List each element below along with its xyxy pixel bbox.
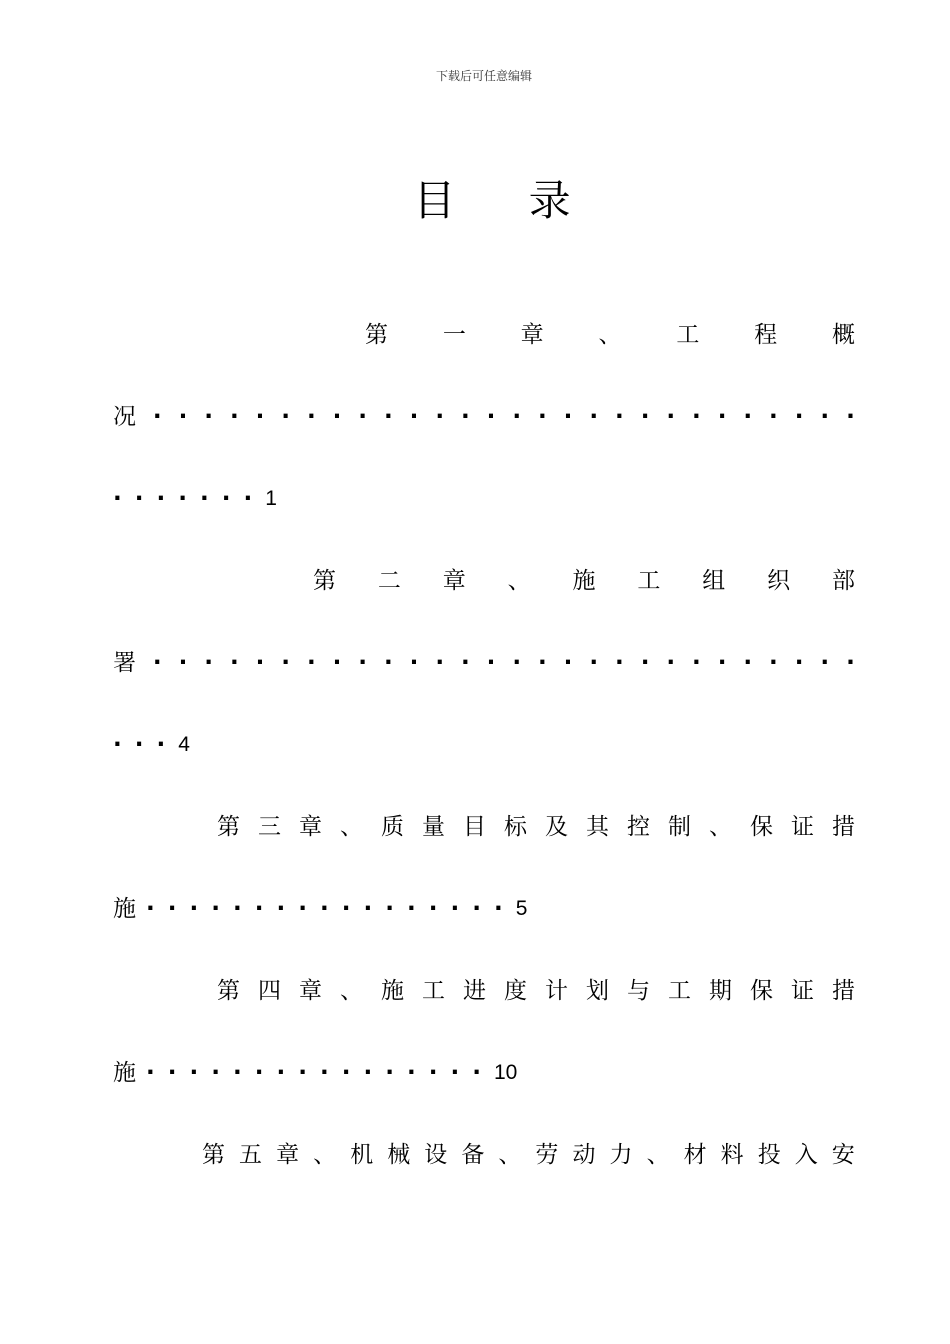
heading-char: 章 xyxy=(520,322,544,348)
heading-char: 动 xyxy=(572,1142,596,1168)
heading-char: 第 xyxy=(313,568,336,594)
leader-dot: · xyxy=(146,1060,155,1086)
leader-dot: · xyxy=(211,896,220,922)
leader-dot: · xyxy=(820,404,830,430)
heading-char: 、 xyxy=(646,1142,670,1168)
leader-dot: · xyxy=(383,650,393,676)
heading-tail: 署 xyxy=(113,650,136,676)
leader-dot: · xyxy=(409,404,419,430)
page-title: 目 录 xyxy=(413,176,601,225)
heading-char: 措 xyxy=(832,978,855,1004)
leader-dot: · xyxy=(204,650,214,676)
leader-dot: · xyxy=(233,1060,242,1086)
heading-char: 料 xyxy=(720,1142,744,1168)
leader-dot: · xyxy=(341,896,351,922)
heading-char: 二 xyxy=(377,568,401,594)
page-number: 4 xyxy=(178,733,190,756)
leader-dot: · xyxy=(640,650,650,676)
heading-char: 施 xyxy=(572,568,596,594)
leader-dot: · xyxy=(717,404,727,430)
page-number: 1 xyxy=(265,487,277,510)
leader-dot: · xyxy=(472,896,481,922)
leader-dot: · xyxy=(494,896,503,922)
leader-dot: · xyxy=(254,1060,264,1086)
leader-dot: · xyxy=(589,650,599,676)
leader-dot: · xyxy=(233,896,242,922)
toc-entry-leader[interactable] xyxy=(113,1056,855,1090)
heading-char: 机 xyxy=(350,1142,374,1168)
leader-dot: · xyxy=(486,650,496,676)
heading-char: 保 xyxy=(750,978,773,1004)
heading-char: 程 xyxy=(754,322,778,348)
leader-dot: · xyxy=(255,650,265,676)
leader-dot: · xyxy=(306,650,316,676)
leader-dot: · xyxy=(846,404,855,430)
leader-dot: · xyxy=(298,896,307,922)
heading-char: 四 xyxy=(258,978,281,1004)
leader-dot: · xyxy=(113,732,122,758)
heading-char: 材 xyxy=(683,1142,707,1168)
heading-char: 第 xyxy=(217,814,240,840)
leader-dot: · xyxy=(320,896,329,922)
heading-char: 章 xyxy=(442,568,466,594)
heading-char: 章 xyxy=(276,1142,300,1168)
leader-dot: · xyxy=(341,1060,351,1086)
heading-char: 、 xyxy=(709,814,732,840)
leader-dot: · xyxy=(450,896,460,922)
leader-dot: · xyxy=(306,404,316,430)
heading-char: 章 xyxy=(299,814,322,840)
leader-dot: · xyxy=(385,1060,394,1086)
heading-char: 其 xyxy=(586,814,609,840)
leader-dot: · xyxy=(450,1060,460,1086)
heading-char: 入 xyxy=(794,1142,818,1168)
leader-dot: · xyxy=(167,896,177,922)
heading-char: 安 xyxy=(831,1142,855,1168)
leader-dot: · xyxy=(276,1060,286,1086)
page-number: 5 xyxy=(515,897,528,920)
leader-dot: · xyxy=(156,486,166,512)
leader-dot: · xyxy=(472,1060,481,1086)
leader-dot: · xyxy=(846,650,855,676)
header-note: 下载后可任意编辑 xyxy=(435,69,532,83)
leader-dot: · xyxy=(692,650,701,676)
heading-char: 与 xyxy=(627,978,650,1004)
leader-dot: · xyxy=(189,1060,199,1086)
heading-char: 力 xyxy=(609,1142,633,1168)
heading-char: 概 xyxy=(831,322,855,348)
leader-dot: · xyxy=(363,896,373,922)
heading-char: 织 xyxy=(767,568,791,594)
leader-dot: · xyxy=(204,404,214,430)
heading-tail: 施 xyxy=(113,896,136,922)
leader-dot: · xyxy=(254,896,264,922)
leader-dot: · xyxy=(152,404,162,430)
heading-char: 目 xyxy=(463,814,486,840)
leader-dot: · xyxy=(332,650,342,676)
leader-dot: · xyxy=(820,650,830,676)
page-number: 10 xyxy=(494,1061,518,1084)
leader-dot: · xyxy=(717,650,727,676)
heading-char: 一 xyxy=(442,322,466,348)
heading-char: 质 xyxy=(381,814,404,840)
leader-dot: · xyxy=(134,732,144,758)
leader-dot: · xyxy=(189,896,199,922)
heading-char: 工 xyxy=(422,978,445,1004)
heading-char: 、 xyxy=(340,978,363,1004)
toc-entry-page-line[interactable] xyxy=(113,728,855,762)
heading-char: 备 xyxy=(461,1142,485,1168)
heading-char: 第 xyxy=(202,1142,225,1168)
leader-dot: · xyxy=(243,486,253,512)
leader-dot: · xyxy=(276,896,286,922)
leader-dot: · xyxy=(512,650,522,676)
toc-entry-leader[interactable] xyxy=(113,400,855,434)
toc-entry-heading[interactable] xyxy=(365,318,855,352)
leader-dot: · xyxy=(363,1060,373,1086)
heading-char: 进 xyxy=(463,978,486,1004)
heading-char: 及 xyxy=(545,814,568,840)
leader-dot: · xyxy=(538,650,547,676)
heading-char: 证 xyxy=(791,978,814,1004)
heading-char: 期 xyxy=(709,978,732,1004)
leader-dot: · xyxy=(178,650,188,676)
heading-char: 施 xyxy=(381,978,404,1004)
heading-char: 度 xyxy=(504,978,527,1004)
heading-char: 措 xyxy=(832,814,855,840)
leader-dot: · xyxy=(156,732,166,758)
heading-char: 划 xyxy=(586,978,609,1004)
leader-dot: · xyxy=(640,404,650,430)
heading-char: 第 xyxy=(217,978,240,1004)
leader-dot: · xyxy=(281,650,291,676)
leader-dot: · xyxy=(298,1060,307,1086)
leader-dot: · xyxy=(512,404,522,430)
heading-char: 投 xyxy=(757,1142,781,1168)
leader-dot: · xyxy=(460,650,470,676)
leader-dot: · xyxy=(255,404,265,430)
leader-dot: · xyxy=(589,404,599,430)
leader-dot: · xyxy=(743,650,753,676)
leader-dot: · xyxy=(538,404,547,430)
heading-char: 量 xyxy=(422,814,445,840)
leader-dot: · xyxy=(563,650,573,676)
heading-char: 设 xyxy=(424,1142,448,1168)
heading-char: 五 xyxy=(239,1142,263,1168)
leader-dot: · xyxy=(178,486,187,512)
leader-dot: · xyxy=(221,486,231,512)
toc-entry-heading[interactable] xyxy=(217,810,855,844)
toc-entry-page-line[interactable] xyxy=(113,482,855,516)
leader-dot: · xyxy=(358,650,368,676)
heading-char: 三 xyxy=(258,814,281,840)
heading-char: 计 xyxy=(545,978,568,1004)
heading-char: 、 xyxy=(340,814,363,840)
toc-entry-heading[interactable] xyxy=(202,1138,855,1172)
leader-dot: · xyxy=(178,404,188,430)
heading-char: 组 xyxy=(702,568,726,594)
heading-tail: 施 xyxy=(113,1060,136,1086)
leader-dot: · xyxy=(229,404,239,430)
heading-char: 证 xyxy=(791,814,814,840)
leader-dot: · xyxy=(769,650,778,676)
leader-dot: · xyxy=(692,404,701,430)
toc-entry-leader[interactable] xyxy=(113,892,855,926)
heading-char: 第 xyxy=(365,322,388,348)
leader-dot: · xyxy=(383,404,393,430)
toc-entry-heading[interactable] xyxy=(313,564,855,598)
heading-char: 控 xyxy=(627,814,650,840)
heading-char: 工 xyxy=(637,568,661,594)
leader-dot: · xyxy=(794,404,804,430)
leader-dot: · xyxy=(358,404,368,430)
leader-dot: · xyxy=(167,1060,177,1086)
leader-dot: · xyxy=(134,486,144,512)
heading-char: 、 xyxy=(507,568,531,594)
leader-dot: · xyxy=(320,1060,329,1086)
leader-dot: · xyxy=(146,896,155,922)
leader-dot: · xyxy=(407,1060,416,1086)
leader-dot: · xyxy=(113,486,122,512)
leader-dot: · xyxy=(460,404,470,430)
heading-char: 械 xyxy=(387,1142,411,1168)
leader-dot: · xyxy=(563,404,573,430)
heading-char: 章 xyxy=(299,978,322,1004)
heading-char: 保 xyxy=(750,814,773,840)
heading-char: 标 xyxy=(504,814,527,840)
heading-char: 、 xyxy=(498,1142,522,1168)
leader-dot: · xyxy=(615,404,624,430)
leader-dot: · xyxy=(743,404,753,430)
leader-dot: · xyxy=(428,896,438,922)
toc-entry-heading[interactable] xyxy=(217,974,855,1008)
heading-char: 制 xyxy=(668,814,691,840)
leader-dot: · xyxy=(435,404,445,430)
leader-dot: · xyxy=(200,486,209,512)
leader-dot: · xyxy=(435,650,445,676)
leader-dot: · xyxy=(428,1060,438,1086)
leader-dot: · xyxy=(666,650,676,676)
toc-entry-leader[interactable] xyxy=(113,646,855,680)
heading-char: 、 xyxy=(598,322,622,348)
leader-dot: · xyxy=(229,650,239,676)
leader-dot: · xyxy=(152,650,162,676)
heading-tail: 况 xyxy=(113,404,136,430)
leader-dot: · xyxy=(385,896,394,922)
heading-char: 、 xyxy=(313,1142,337,1168)
leader-dot: · xyxy=(794,650,804,676)
leader-dot: · xyxy=(666,404,676,430)
leader-dot: · xyxy=(211,1060,220,1086)
leader-dot: · xyxy=(407,896,416,922)
heading-char: 部 xyxy=(832,568,855,594)
heading-char: 劳 xyxy=(535,1142,559,1168)
leader-dot: · xyxy=(615,650,624,676)
leader-dot: · xyxy=(332,404,342,430)
leader-dot: · xyxy=(409,650,419,676)
heading-char: 工 xyxy=(676,322,700,348)
leader-dot: · xyxy=(486,404,496,430)
heading-char: 工 xyxy=(668,978,691,1004)
leader-dot: · xyxy=(769,404,778,430)
leader-dot: · xyxy=(281,404,291,430)
